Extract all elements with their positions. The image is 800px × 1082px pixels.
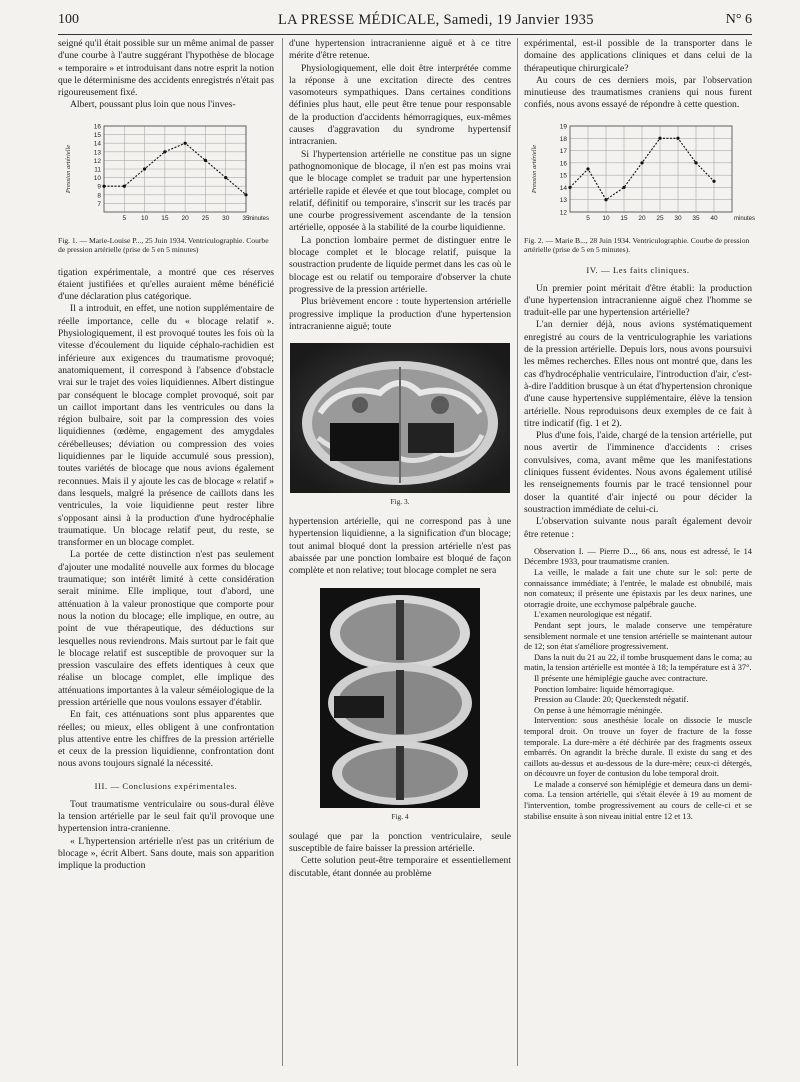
y-axis-label: Pression artérielle xyxy=(65,144,72,193)
y-tick-label: 14 xyxy=(559,184,567,192)
y-tick-label: 16 xyxy=(93,123,101,131)
data-point xyxy=(244,193,247,196)
figure-4-caption: Fig. 4 xyxy=(391,811,409,821)
y-tick-label: 14 xyxy=(93,140,101,148)
paragraph: Tout traumatisme ventriculaire ou sous-dural élève la tension artérielle par le seul fait qu'il provoque une hypertension intra-cranienne. xyxy=(58,798,274,835)
data-point xyxy=(123,184,126,187)
paragraph: Plus brièvement encore : toute hypertension artérielle progressive implique la production d'une hypertension intracranienne aiguë; toute xyxy=(289,296,511,332)
paragraph: L'observation suivante nous paraît également devoir être retenue : xyxy=(524,516,752,540)
y-tick-label: 19 xyxy=(559,123,567,131)
paragraph: Il a introduit, en effet, une notion supplémentaire de réelle importance, celle du « blocage relatif ». Physiologiquement, il est provoqué toutes les fois où la vitesse d'écoulement du liquide céphalo-rachidien est inférieure aux exigences du traumatisme provoqué; anatomiquement, il correspond à l'absence d'obstacle vrai sur le trajet des voies liquidiennes. Albert distingue par conséquent le blocage complet provoqué, soit par un caillot important dans les ventricules ou dans la région bulbaire, soit par la compression des voies liquidiennes (œdème, engagement des amygdales cérébelleuses; déviation ou compression des voies liquidiennes par le liquide accumulé sous pression), toutes variétés de blocage que nous avions également reconnues. Mais il y ajoute les cas de blocage « relatif » dans lesquels, malgré la présence de caillots dans les ventricules, la voie liquidienne peut rester libre s'opposant ainsi à la production d'une hydrocéphalie traumatique. Un blocage relatif peut, du reste, se transformer en un blocage complet. xyxy=(58,303,274,549)
observation-text: L'examen neurologique est négatif. xyxy=(534,610,652,620)
header-rule xyxy=(58,34,752,35)
paragraph: Un premier point méritait d'être établi: la production d'une hypertension intracranienne aiguë chez l'homme se traduit-elle par une hypertension artérielle? xyxy=(524,282,752,319)
x-axis-label: minutes xyxy=(734,215,756,222)
figure-3 xyxy=(289,343,511,506)
x-tick-label: 15 xyxy=(620,214,628,222)
paragraph: Si l'hypertension artérielle ne constitue pas un signe pathognomonique de blocage, il n'en est pas moins vrai que le blocage complet se traduit par une hypertension artérielle rapide et élevée et que tout blocage, complet ou relatif, définitif ou temporaire, s'inscrit sur les tracés par une courbe progressivement ascendante de la tension artérielle, opposée à la stabilité de la courbe liquidienne. xyxy=(289,148,511,234)
figure-2-caption: Fig. 2. — Marie B..., 28 Juin 1934. Ventriculographie. Courbe de pression artérielle (prise de 5 en 5 minutes). xyxy=(524,235,750,255)
y-tick-label: 15 xyxy=(93,131,101,139)
paragraph: soulagé que par la ponction ventriculaire, seule susceptible de faire baisser la pression artérielle. xyxy=(289,830,511,854)
observation-text: Pression au Claude: 20; Queckenstedt négatif. xyxy=(534,695,689,705)
data-point xyxy=(640,161,643,164)
x-tick-label: 40 xyxy=(710,214,718,222)
data-point xyxy=(102,184,105,187)
y-tick-label: 12 xyxy=(93,157,101,165)
data-point xyxy=(143,167,146,170)
y-tick-label: 13 xyxy=(559,196,567,204)
x-tick-label: 35 xyxy=(692,214,700,222)
section-heading-iii: III. — Conclusions expérimentales. xyxy=(94,780,238,791)
paragraph: « L'hypertension artérielle n'est pas un critérium de blocage », écrit Albert. Sans doute, mais son apparition implique la production xyxy=(58,835,274,872)
observation-text: Il présente une hémiplégie gauche avec contracture. xyxy=(534,673,708,683)
y-tick-label: 9 xyxy=(97,183,101,191)
paragraph: tigation expérimentale, a montré que ces réserves étaient justifiées et qu'elles auraient même bénéficié d'une déclaration plus catégorique. xyxy=(58,266,274,303)
x-tick-label: 5 xyxy=(586,214,590,222)
observation-text: Pendant sept jours, le malade conserve une température sensiblement normale et une tension artérielle se maintenant autour de 12; son état s'améliore progressivement. xyxy=(524,620,752,652)
observation-text: On pense à une hémorragie méningée. xyxy=(534,705,663,715)
paragraph: La portée de cette distinction n'est pas seulement d'ajouter une modalité nouvelle aux formes du blocage traumatique; son intérêt limité à cette considération serait minime. Elle implique, tout d'abord, une atténuation à la valeur pronostique que comporte pour nous la notion du blocage; elle implique, en outre, au point de vue thérapeutique, des déductions sur lesquelles nous reviendrons. Mais surtout par le fait que le blocage relatif est susceptible de provoquer sur la pression vasculaire des effets identiques à ceux que réalise un blocage complet, elle implique des atténuations importantes à la valeur séméiologique de la pression artérielle que nous voulons essayer d'établir. xyxy=(58,549,274,708)
x-tick-label: 15 xyxy=(161,214,169,222)
data-point xyxy=(163,150,166,153)
column-2 xyxy=(289,38,511,1074)
paragraph: Plus d'une fois, l'aide, chargé de la tension artérielle, put nous avertir de l'imminence d'accidents : crises convulsives, coma, avant même que les manifestations cliniques fussent évidentes. Nous avons également utilisé les renseignements fournis par le tracé tensionnel pour doser la quantité d'air injecté ou pour décider la soustraction immédiate de celui-ci. xyxy=(524,430,752,515)
column-1 xyxy=(58,38,274,1074)
column-divider xyxy=(282,38,283,1066)
x-tick-label: 10 xyxy=(140,214,149,222)
column-3 xyxy=(524,38,756,1074)
x-tick-label: 25 xyxy=(656,214,664,222)
journal-title: LA PRESSE MÉDICALE, Samedi, 19 Janvier 1935 xyxy=(278,12,594,28)
paragraph: En fait, ces atténuations sont plus apparentes que réelles; ou mieux, elles obligent à une confrontation plus attentive entre les chiffres de la pression artérielle et ceux de la pression liquidienne, confrontation dont nous avons toujours signalé la nécessité. xyxy=(58,709,274,770)
observation-text: Intervention: sous anesthésie locale on dissocie le muscle temporal droit. On trouve un foyer de fracture de la fosse temporale. La dure-mère a été déchirée par des fragments osseux embarrés. On agrandit la brèche durale. Il existe du sang et des caillots au-dessus et au-dessous de la dure-mère; ceux-ci détergés, on découvre un foyer de contusion du lobe temporal droit. xyxy=(524,716,752,779)
data-point xyxy=(694,161,697,164)
paragraph: expérimental, est-il possible de la transporter dans le domaine des applications cliniques et dans celui de la thérapeutique chirurgicale? xyxy=(524,38,752,74)
plot-frame xyxy=(570,126,732,212)
x-tick-label: 20 xyxy=(181,214,189,222)
x-axis-label: minutes xyxy=(248,215,270,222)
paragraph: L'an dernier déjà, nous avions systématiquement enregistré au cours de la ventriculographie les variations de la pression artérielle. Depuis lors, nous avons poursuivi les mêmes recherches. Elles nous ont montré que, dans les cas d'hydrocéphalie ventriculaire, l'introduction d'air, c'est-à-dire l'addition brusque à un état d'hypertension chronique d'une cause hypertensive supplémentaire, élève la tension artérielle. Nous reproduisons deux exemples de ce fait à titre indicatif (fig. 1 et 2). xyxy=(524,319,752,429)
x-tick-label: 25 xyxy=(201,214,210,222)
observation-text: Ponction lombaire: liquide hémorragique. xyxy=(534,684,675,694)
page-header xyxy=(58,12,752,34)
x-tick-label: 35 xyxy=(242,214,250,222)
y-tick-label: 15 xyxy=(559,172,567,180)
figure-2 xyxy=(524,120,756,255)
data-point xyxy=(676,136,679,139)
x-tick-label: 30 xyxy=(222,214,230,222)
paragraph: seigné qu'il était possible sur un même animal de passer d'une courbe à l'autre suggérant l'hypothèse de blocage « temporaire » et introduisant dans notre esprit la notion que le déterminisme des accidents enregistrés n'était pas rigoureusement fixé. xyxy=(58,38,274,99)
brain-slices-photo xyxy=(320,588,480,808)
observation-text: Dans la nuit du 21 au 22, il tombe brusquement dans le coma; au matin, la tension artérielle est montée à 18; la température est à 37°. xyxy=(524,652,752,673)
data-point xyxy=(568,186,571,189)
y-tick-label: 16 xyxy=(559,160,567,168)
y-tick-label: 12 xyxy=(559,209,567,217)
figure-1-caption: Fig. 1. — Marie-Louise P..., 25 Juin 1934. Ventriculographie. Courbe de pression artérielle (prise de 5 en 5 minutes) xyxy=(58,235,269,255)
data-point xyxy=(712,179,715,182)
y-tick-label: 17 xyxy=(559,147,567,155)
data-point xyxy=(604,198,607,201)
y-tick-label: 11 xyxy=(94,166,101,174)
paragraph: Physiologiquement, elle doit être interprétée comme la réponse à une excitation directe des centres vasomoteurs sympathiques. Dans certaines conditions définies plus haut, elle peut être tenue pour responsable de la production d'accidents hémorragiques, eux-mêmes causes d'aggravation du syndrome hypertensif intracranien. xyxy=(289,62,511,148)
observation-text: La veille, le malade a fait une chute sur le sol: perte de connaissance immédiate; à l'entrée, le malade est obnubilé, mais non comateux; il présente une épistaxis par les deux narines, une otorragie droite, une ecchymose palpébrale gauche. xyxy=(524,568,752,609)
brain-section-photo xyxy=(290,343,510,493)
figure-1-chart xyxy=(58,120,270,228)
observation-title: Observation I. — Pierre D..., 66 ans, nous est adressé, le 14 Décembre 1933, pour traumatisme cranien. xyxy=(524,546,752,567)
data-point xyxy=(586,167,589,170)
x-tick-label: 5 xyxy=(122,214,127,222)
observation-text: Le malade a conservé son hémiplégie et demeura dans un demi-coma. La tension artérielle, qui s'était élevée à 19 au moment de l'intervention, tombe progressivement au cours de celle-ci et se stabilise ensuite à son niveau initial entre 12 et 13. xyxy=(524,779,752,821)
data-point xyxy=(184,141,187,144)
paragraph: d'une hypertension intracranienne aiguë et à ce titre mérite d'être retenue. xyxy=(289,38,511,62)
y-tick-label: 7 xyxy=(97,200,101,208)
data-point xyxy=(224,176,227,179)
paragraph: Albert, poussant plus loin que nous l'inves- xyxy=(70,99,236,111)
data-point xyxy=(622,186,625,189)
figure-2-chart xyxy=(524,120,756,228)
section-heading-iv: IV. — Les faits cliniques. xyxy=(586,264,690,275)
y-axis-label: Pression artérielle xyxy=(531,144,538,193)
column-divider xyxy=(517,38,518,1066)
y-tick-label: 10 xyxy=(93,174,101,182)
paragraph: La ponction lombaire permet de distinguer entre le blocage complet et le blocage relatif, puisque la soustraction prudente de liquide permet dans les cas où le blocage est ou relatif ou temporaire d'observer la chute progressive de la pression artérielle. xyxy=(289,234,511,295)
x-tick-label: 20 xyxy=(638,214,646,222)
x-tick-label: 30 xyxy=(674,214,682,222)
figure-4 xyxy=(289,588,511,821)
paragraph: Au cours de ces derniers mois, par l'observation minutieuse des traumatismes craniens qui nous furent confiés, nous avons essayé de répondre à cette question. xyxy=(524,74,752,111)
figure-3-caption: Fig. 3. xyxy=(390,497,410,507)
data-point xyxy=(658,136,661,139)
y-tick-label: 8 xyxy=(97,192,101,200)
y-tick-label: 18 xyxy=(559,135,567,143)
paragraph: Cette solution peut-être temporaire et essentiellement discutable, étant donnée au problème xyxy=(289,855,511,879)
page-number: 100 xyxy=(58,12,79,27)
paragraph: hypertension artérielle, qui ne correspond pas à une hypertension liquidienne, a la signification d'un blocage; tout animal bloqué dont la pression artérielle n'est pas abaissée par une ponction lombaire est bloqué de façon complète et non relative; tout blocage complet ne sera xyxy=(289,516,511,577)
x-tick-label: 10 xyxy=(602,214,610,222)
figure-1 xyxy=(58,120,274,255)
data-point xyxy=(204,159,207,162)
issue-number: N° 6 xyxy=(725,12,752,27)
y-tick-label: 13 xyxy=(93,149,101,157)
